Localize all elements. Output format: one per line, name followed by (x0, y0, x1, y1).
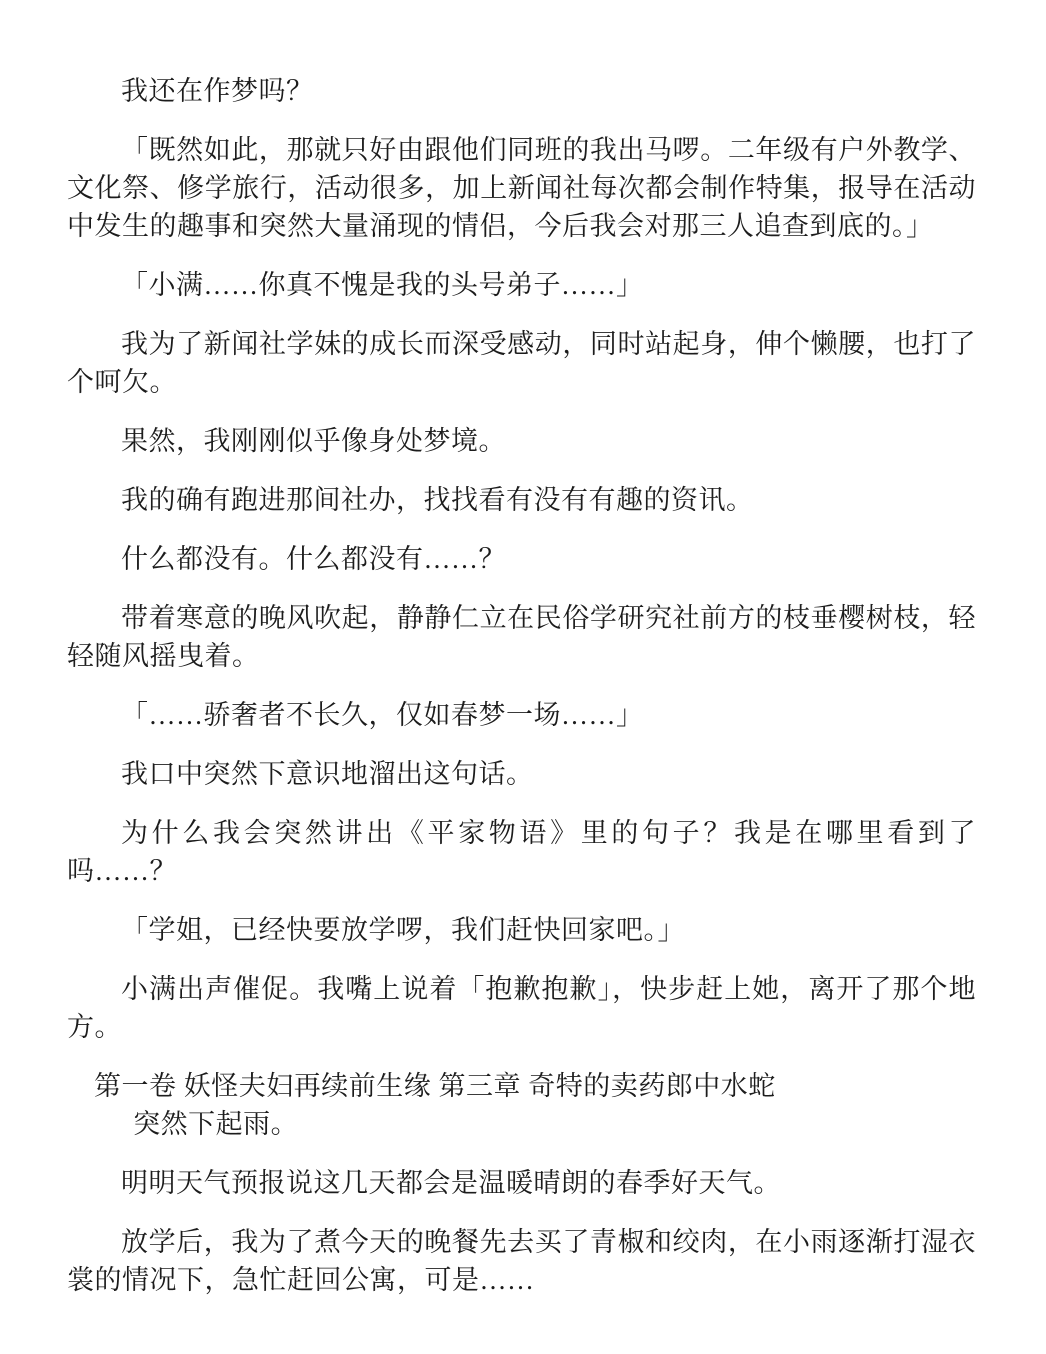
paragraph: 我口中突然下意识地溜出这句话。 (121, 759, 534, 789)
novel-text (67, 72, 976, 1299)
paragraph: 果然，我刚刚似乎像身处梦境。 (121, 426, 506, 456)
paragraph: 我还在作梦吗？ (121, 76, 314, 106)
chapter-heading: 第一卷 妖怪夫妇再续前生缘 第三章 奇特的卖药郎中水蛇 (94, 1071, 776, 1101)
paragraph: 小满出声催促。我嘴上说着「抱歉抱歉」，快步赶上她，离开了那个地方。 (67, 974, 976, 1042)
paragraph: 放学后，我为了煮今天的晚餐先去买了青椒和绞肉，在小雨逐渐打湿衣裳的情况下，急忙赶回公寓，可是…… (67, 1227, 976, 1295)
paragraph: 为什么我会突然讲出《平家物语》里的句子？我是在哪里看到了吗……？ (67, 818, 976, 886)
paragraph: 「学姐，已经快要放学啰，我们赶快回家吧。」 (121, 915, 685, 945)
chapter-first-line: 突然下起雨。 (133, 1109, 299, 1139)
paragraph: 「小满……你真不愧是我的头号弟子……」 (121, 270, 644, 300)
paragraph: 「既然如此，那就只好由跟他们同班的我出马啰。二年级有户外教学、文化祭、修学旅行，活动很多，加上新闻社每次都会制作特集，报导在活动中发生的趣事和突然大量涌现的情侣，今后我会对那三人追查到底的。」 (67, 135, 976, 241)
paragraph: 我为了新闻社学妹的成长而深受感动，同时站起身，伸个懒腰，也打了个呵欠。 (67, 329, 976, 397)
paragraph: 明明天气预报说这几天都会是温暖晴朗的春季好天气。 (121, 1168, 781, 1198)
paragraph: 我的确有跑进那间社办，找找看有没有有趣的资讯。 (121, 485, 754, 515)
paragraph: 带着寒意的晚风吹起，静静仁立在民俗学研究社前方的枝垂樱树枝，轻轻随风摇曳着。 (67, 603, 976, 671)
paragraph: 什么都没有。什么都没有……？ (121, 544, 506, 574)
paragraph: 「……骄奢者不长久，仅如春梦一场……」 (121, 700, 644, 730)
